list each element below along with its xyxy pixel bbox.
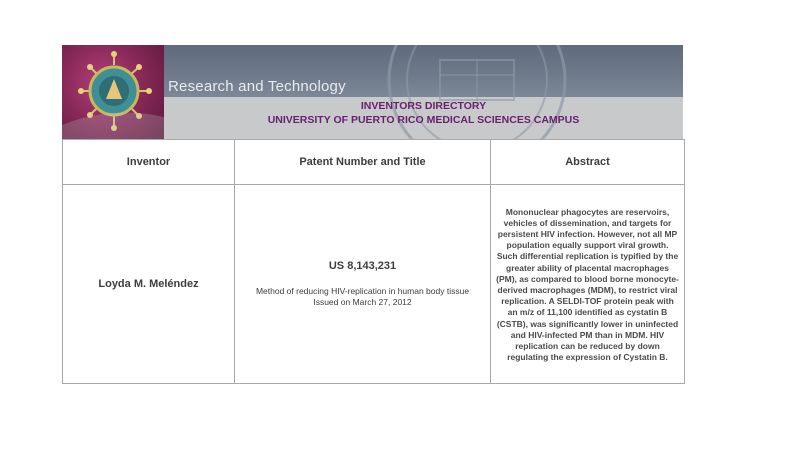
inventor-cell — [63, 185, 235, 384]
virus-icon — [62, 45, 164, 140]
institution-name: UNIVERSITY OF PUERTO RICO MEDICAL SCIENCES CAMPUS — [267, 114, 580, 126]
table-header-row — [63, 140, 685, 185]
patent-title: Method of reducing HIV-replication in human body tissue — [255, 286, 470, 296]
patent-cell — [235, 185, 491, 384]
patent-issue-date: Issued on March 27, 2012 — [313, 297, 412, 307]
inventors-table — [62, 139, 685, 384]
directory-title: INVENTORS DIRECTORY — [360, 100, 487, 112]
abstract-column-header: Abstract — [491, 140, 685, 185]
abstract-text: Mononuclear phagocytes are reservoirs, vehicles of dissemination, and targets for persistent HIV infection. However, not all MP population equally support viral growth. Such differential replication is typified by the greater ability of placental macrophages (PM), as compared to blood borne monocyte-derived macrophages (MDM), to restrict viral replication. A SELDI-TOF protein peak with an m/z of 11,100 identified as cystatin B (CSTB), was significantly lower in uninfected and HIV-infected PM than in MDM. HIV replication can be reduced by down regulating the expression of Cystatin B. — [496, 206, 679, 363]
virus-logo — [62, 45, 164, 140]
inventor-name: Loyda M. Meléndez — [98, 278, 199, 290]
patent-number: US 8,143,231 — [328, 260, 397, 272]
table-row — [63, 185, 685, 384]
patent-column-header: Patent Number and Title — [235, 140, 491, 185]
inventor-column-header: Inventor — [63, 140, 235, 185]
abstract-cell — [491, 185, 685, 384]
header-banner — [62, 45, 683, 140]
banner-title: Research and Technology — [168, 78, 346, 95]
